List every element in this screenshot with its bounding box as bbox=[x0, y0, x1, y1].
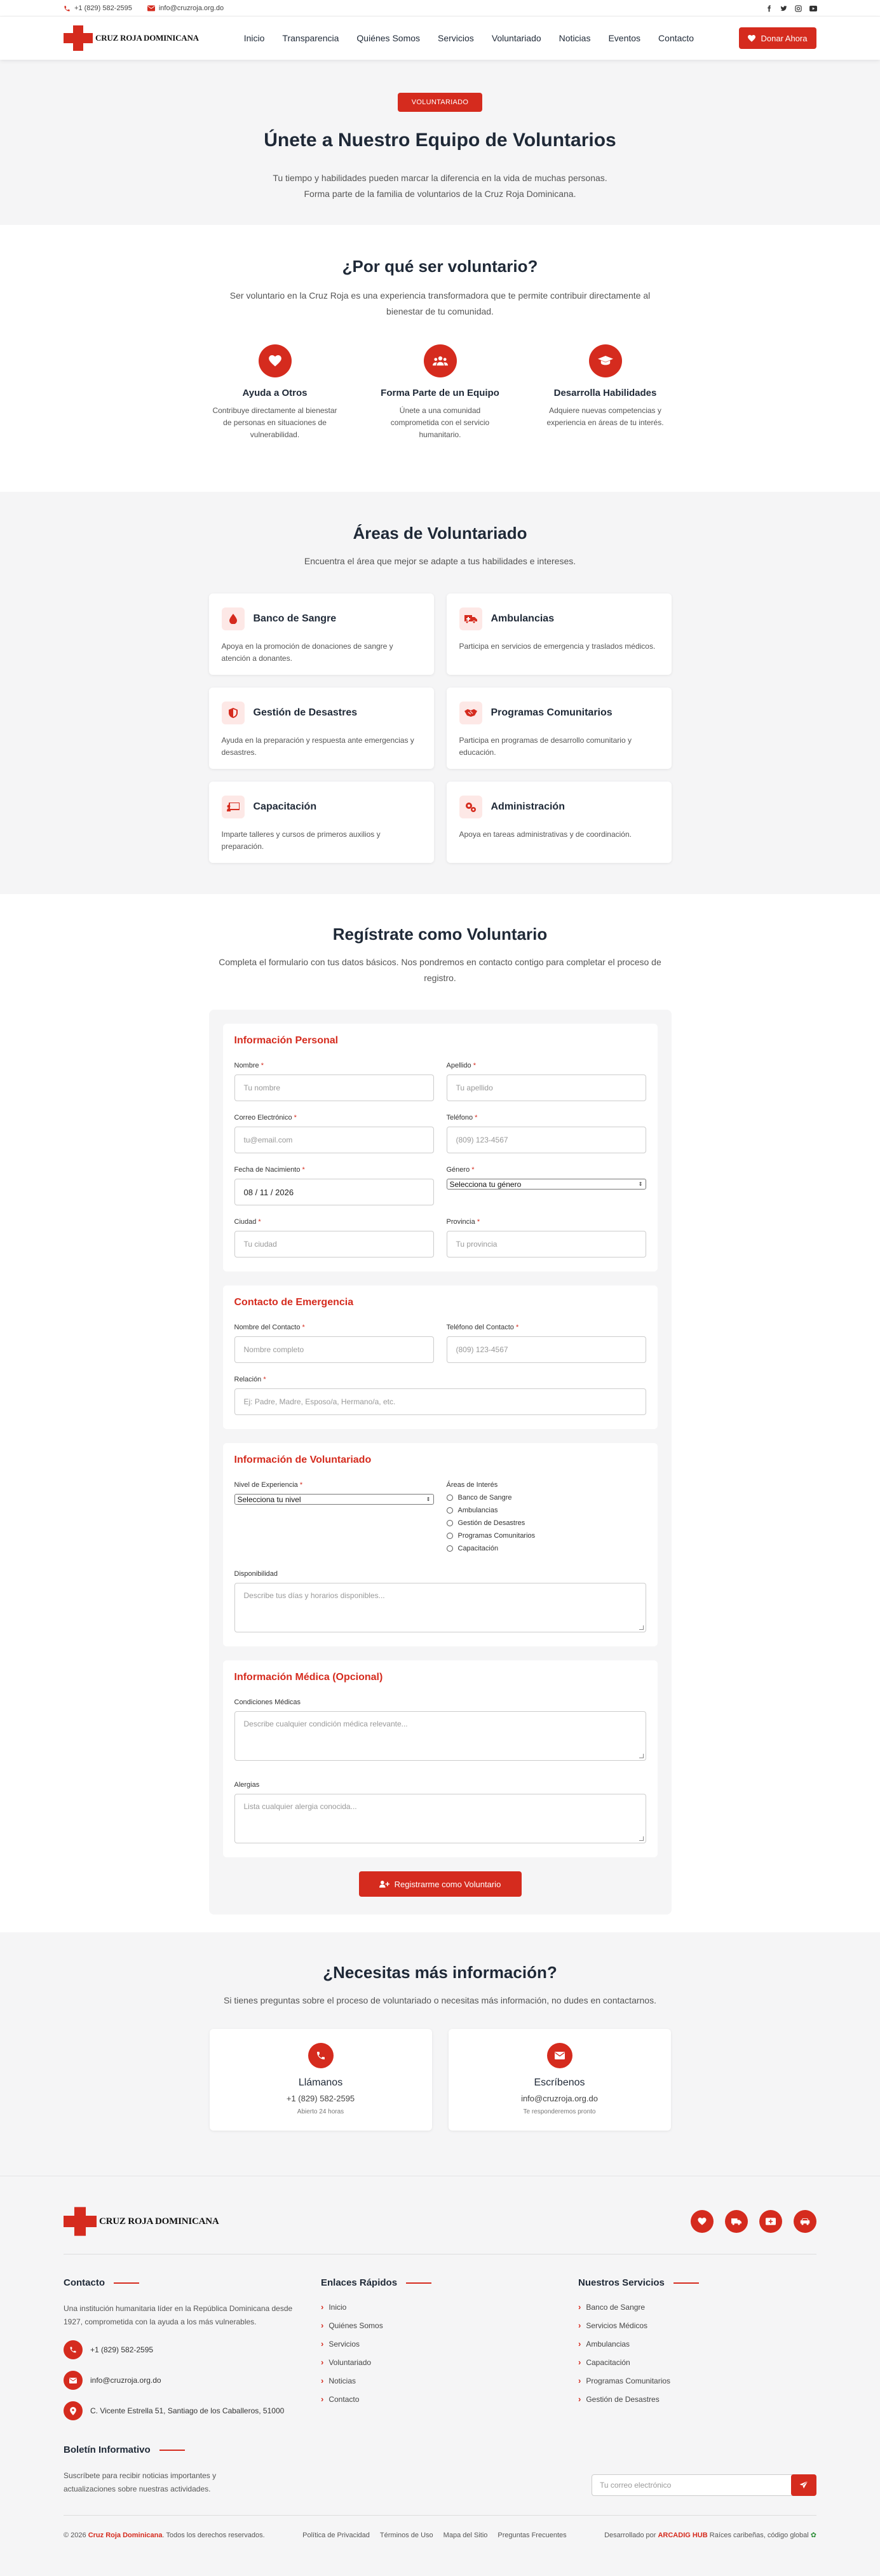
footer-desc: Una institución humanitaria líder en la República Dominicana desde 1927, comprometida con la ayuda a los más vulnerables. bbox=[64, 2304, 293, 2326]
area-card-administracion[interactable] bbox=[447, 782, 672, 863]
area-checkbox[interactable]: Gestión de Desastres bbox=[447, 1519, 646, 1527]
why-item bbox=[212, 344, 339, 442]
area-card-title: Capacitación bbox=[253, 801, 317, 812]
submit-button[interactable] bbox=[359, 1871, 522, 1897]
copyright: © 2026 Cruz Roja Dominicana. Todos los derechos reservados. bbox=[64, 2531, 265, 2539]
youtube-icon[interactable] bbox=[809, 5, 816, 12]
provincia-label: Provincia * bbox=[446, 1218, 480, 1226]
nav-item-voluntariado[interactable]: Voluntariado bbox=[491, 33, 541, 43]
form-section-volunteer bbox=[223, 1443, 658, 1646]
footer-services bbox=[578, 2277, 816, 2420]
info-title: ¿Necesitas más información? bbox=[323, 1963, 557, 1982]
footer-heading: Contacto bbox=[64, 2277, 321, 2288]
info-card-value: info@cruzroja.org.do bbox=[521, 2093, 598, 2103]
relacion-label: Relación * bbox=[234, 1376, 266, 1383]
info-card-title: Escríbenos bbox=[534, 2077, 585, 2088]
volunteer-form bbox=[209, 1010, 672, 1915]
info-section bbox=[0, 1932, 880, 2176]
footer-link[interactable]: › Ambulancias bbox=[578, 2339, 630, 2349]
form-section-title: Información Personal bbox=[234, 1035, 339, 1046]
register-title: Regístrate como Voluntario bbox=[332, 925, 548, 944]
register-section bbox=[0, 894, 880, 1932]
form-section-medical bbox=[223, 1660, 658, 1857]
info-card-sub: Te responderemos pronto bbox=[523, 2108, 596, 2115]
area-card-text: Participa en programas de desarrollo comunitario y educación. bbox=[459, 735, 632, 757]
why-item-text: Únete a una comunidad comprometida con el servicio humanitario. bbox=[390, 406, 490, 440]
chevron-updown-icon: ⇕ bbox=[426, 1496, 431, 1502]
footer-bottom bbox=[64, 2531, 816, 2539]
nav-item-servicios[interactable]: Servicios bbox=[438, 33, 474, 43]
area-checkbox[interactable]: Ambulancias bbox=[447, 1507, 646, 1514]
footer-heading: Nuestros Servicios bbox=[578, 2277, 816, 2288]
genero-select[interactable]: Selecciona tu género ⇕ bbox=[447, 1179, 646, 1190]
footer-link[interactable]: › Gestión de Desastres bbox=[578, 2394, 660, 2404]
area-card-gestion-de-desastres[interactable] bbox=[209, 688, 434, 769]
area-checkbox[interactable]: Capacitación bbox=[447, 1545, 646, 1552]
footer-social bbox=[691, 2210, 816, 2233]
why-item-text: Contribuye directamente al bienestar de personas en situaciones de vulnerabilidad. bbox=[212, 406, 337, 440]
why-item-title: Desarrolla Habilidades bbox=[553, 388, 657, 398]
disponibilidad-label: Disponibilidad bbox=[234, 1570, 278, 1578]
users-icon bbox=[424, 344, 457, 377]
contacto-telefono-label: Teléfono del Contacto * bbox=[446, 1324, 519, 1331]
footer-link[interactable]: › Noticias bbox=[321, 2376, 356, 2385]
paper-plane-icon bbox=[799, 2481, 808, 2490]
shield-icon bbox=[222, 702, 245, 724]
relacion-field[interactable]: Ej: Padre, Madre, Esposo/a, Hermano/a, etc. bbox=[234, 1388, 646, 1415]
first-aid-icon[interactable] bbox=[759, 2210, 782, 2233]
gears-icon bbox=[459, 796, 482, 818]
nav-item-eventos[interactable]: Eventos bbox=[608, 33, 641, 43]
footer-logo[interactable] bbox=[64, 2207, 219, 2236]
heart-icon[interactable] bbox=[691, 2210, 714, 2233]
palm-tree-icon: ✿ bbox=[810, 2532, 816, 2539]
site-logo[interactable] bbox=[64, 25, 199, 51]
nivel-select[interactable]: Selecciona tu nivel ⇕ bbox=[234, 1494, 434, 1505]
facebook-icon[interactable] bbox=[766, 5, 773, 12]
areas-section bbox=[0, 492, 880, 894]
apellido-label: Apellido * bbox=[446, 1062, 476, 1069]
twitter-icon[interactable] bbox=[780, 5, 787, 12]
area-card-title: Ambulancias bbox=[491, 613, 555, 624]
nombre-label: Nombre * bbox=[234, 1062, 264, 1069]
hero-subtitle: Tu tiempo y habilidades pueden marcar la diferencia en la vida de muchas personas. Forma parte de la familia de voluntarios de la Cruz Roja Dominicana. bbox=[273, 173, 607, 199]
page-title: Únete a Nuestro Equipo de Voluntarios bbox=[264, 130, 616, 151]
footer-heading: Boletín Informativo bbox=[64, 2444, 261, 2455]
newsletter-desc: Suscríbete para recibir noticias importantes y actualizaciones sobre nuestras actividades. bbox=[64, 2471, 217, 2493]
phone-icon bbox=[64, 5, 71, 12]
telefono-label: Teléfono * bbox=[446, 1114, 478, 1122]
area-card-capacitacion[interactable] bbox=[209, 782, 434, 863]
area-checkbox[interactable]: Programas Comunitarios bbox=[447, 1532, 646, 1540]
section-badge: VOLUNTARIADO bbox=[398, 93, 483, 112]
area-card-programas-comunitarios[interactable] bbox=[447, 688, 672, 769]
alergias-textarea[interactable]: Lista cualquier alergia conocida... bbox=[234, 1794, 646, 1843]
site-footer bbox=[0, 2176, 880, 2576]
footer-contact bbox=[64, 2277, 321, 2420]
form-section-title: Contacto de Emergencia bbox=[234, 1297, 354, 1308]
phone-icon bbox=[64, 2340, 83, 2359]
nivel-label: Nivel de Experiencia * bbox=[234, 1481, 303, 1489]
footer-address: C. Vicente Estrella 51, Santiago de los Caballeros, 51000 bbox=[64, 2401, 321, 2420]
info-card-value: +1 (829) 582-2595 bbox=[286, 2093, 355, 2103]
ciudad-field[interactable]: Tu ciudad bbox=[234, 1231, 434, 1257]
footer-link[interactable]: › Servicios Médicos bbox=[578, 2321, 648, 2330]
footer-heading: Enlaces Rápidos bbox=[321, 2277, 578, 2288]
nav-item-contacto[interactable]: Contacto bbox=[658, 33, 694, 43]
area-card-text: Ayuda en la preparación y respuesta ante emergencias y desastres. bbox=[221, 735, 414, 757]
footer-link[interactable]: › Quiénes Somos bbox=[321, 2321, 383, 2330]
footer-link[interactable]: › Banco de Sangre bbox=[578, 2302, 646, 2312]
nav-item-inicio[interactable]: Inicio bbox=[243, 33, 265, 43]
graduation-cap-icon bbox=[589, 344, 622, 377]
topbar-phone-text: +1 (829) 582-2595 bbox=[74, 4, 132, 12]
map-pin-icon bbox=[64, 2401, 83, 2420]
info-card-email[interactable] bbox=[449, 2029, 671, 2131]
contacto-nombre-label: Nombre del Contacto * bbox=[234, 1324, 305, 1331]
nav-item-transparencia[interactable]: Transparencia bbox=[282, 33, 339, 43]
footer-quick-links bbox=[321, 2277, 578, 2420]
form-section-personal bbox=[223, 1024, 658, 1271]
fecha-nacimiento-field[interactable]: 08 / 11 / 2026 bbox=[234, 1179, 434, 1205]
info-card-phone[interactable] bbox=[210, 2029, 432, 2131]
developer-credit: Desarrollado por ARCADIG HUB Raíces caribeñas, código global ✿ bbox=[604, 2532, 816, 2539]
form-section-emergency bbox=[223, 1285, 658, 1429]
why-section bbox=[0, 225, 880, 492]
apellido-field[interactable]: Tu apellido bbox=[447, 1074, 646, 1101]
logo-text: CRUZ ROJA DOMINICANA bbox=[95, 33, 199, 43]
ambulance-icon[interactable] bbox=[725, 2210, 748, 2233]
main-nav bbox=[244, 33, 694, 43]
car-icon[interactable] bbox=[794, 2210, 816, 2233]
area-card-title: Programas Comunitarios bbox=[491, 707, 613, 718]
footer-bottom-link[interactable]: Política de Privacidad bbox=[302, 2531, 370, 2539]
area-card-title: Administración bbox=[491, 801, 565, 812]
droplet-icon bbox=[222, 607, 245, 630]
user-plus-icon bbox=[379, 1880, 389, 1888]
instagram-icon[interactable] bbox=[795, 5, 802, 12]
newsletter-submit-button[interactable] bbox=[791, 2474, 816, 2496]
why-item-title: Forma Parte de un Equipo bbox=[381, 388, 499, 398]
newsletter-email-input[interactable]: Tu correo electrónico bbox=[592, 2474, 794, 2496]
telefono-field[interactable]: (809) 123-4567 bbox=[447, 1127, 646, 1153]
info-card-sub: Abierto 24 horas bbox=[297, 2108, 344, 2115]
area-card-text: Apoya en la promoción de donaciones de sangre y atención a donantes. bbox=[221, 641, 393, 663]
footer-logo-text: CRUZ ROJA DOMINICANA bbox=[99, 2216, 219, 2227]
areas-title: Áreas de Voluntariado bbox=[353, 524, 527, 543]
disponibilidad-textarea[interactable]: Describe tus días y horarios disponibles... bbox=[234, 1583, 646, 1632]
areas-interes-label: Áreas de Interés bbox=[446, 1481, 498, 1489]
info-subtitle: Si tienes preguntas sobre el proceso de voluntariado o necesitas más información, no dudes en contactarnos. bbox=[224, 1995, 656, 2005]
hero-section bbox=[0, 60, 880, 225]
fecha-nacimiento-label: Fecha de Nacimiento * bbox=[234, 1166, 305, 1174]
why-item bbox=[377, 344, 504, 442]
footer-link[interactable]: › Servicios bbox=[321, 2339, 360, 2349]
submit-label: Registrarme como Voluntario bbox=[394, 1879, 501, 1889]
genero-label: Género * bbox=[446, 1166, 475, 1174]
alergias-label: Alergias bbox=[234, 1781, 260, 1789]
footer-phone[interactable]: +1 (829) 582-2595 bbox=[64, 2340, 321, 2359]
donate-label: Donar Ahora bbox=[761, 33, 808, 43]
why-item bbox=[542, 344, 669, 442]
form-section-title: Información de Voluntariado bbox=[234, 1454, 372, 1465]
condiciones-label: Condiciones Médicas bbox=[234, 1698, 301, 1706]
nombre-field[interactable]: Tu nombre bbox=[234, 1074, 434, 1101]
footer-link[interactable]: › Contacto bbox=[321, 2394, 360, 2404]
envelope-icon bbox=[147, 5, 155, 11]
contacto-telefono-field[interactable]: (809) 123-4567 bbox=[447, 1336, 646, 1363]
footer-email[interactable]: info@cruzroja.org.do bbox=[64, 2371, 321, 2390]
area-card-title: Gestión de Desastres bbox=[253, 707, 358, 718]
topbar-phone[interactable] bbox=[64, 4, 132, 12]
form-section-title: Información Médica (Opcional) bbox=[234, 1672, 383, 1683]
info-card-title: Llámanos bbox=[298, 2077, 343, 2088]
red-cross-logo-icon bbox=[64, 25, 93, 51]
envelope-icon bbox=[64, 2371, 83, 2390]
phone-icon bbox=[308, 2043, 334, 2068]
red-cross-logo-icon bbox=[64, 2207, 97, 2236]
area-card-text: Participa en servicios de emergencia y traslados médicos. bbox=[459, 641, 656, 651]
site-header bbox=[0, 17, 880, 60]
why-title: ¿Por qué ser voluntario? bbox=[342, 257, 538, 276]
why-item-title: Ayuda a Otros bbox=[242, 388, 308, 398]
nav-item-quienes-somos[interactable]: Quiénes Somos bbox=[356, 33, 421, 43]
chalkboard-icon bbox=[222, 796, 245, 818]
footer-bottom-link[interactable]: Preguntas Frecuentes bbox=[498, 2531, 567, 2539]
email-label: Correo Electrónico * bbox=[234, 1114, 297, 1122]
why-subtitle: Ser voluntario en la Cruz Roja es una experiencia transformadora que te permite contribuir directamente al bienestar de tu comunidad. bbox=[229, 290, 651, 316]
footer-link[interactable]: › Inicio bbox=[321, 2302, 347, 2312]
register-subtitle: Completa el formulario con tus datos básicos. Nos pondremos en contacto contigo para completar el proceso de registro. bbox=[219, 957, 661, 983]
area-checkbox[interactable]: Banco de Sangre bbox=[447, 1494, 646, 1502]
heart-icon bbox=[259, 344, 292, 377]
footer-link[interactable]: › Voluntariado bbox=[321, 2357, 372, 2367]
topbar-email-text: info@cruzroja.org.do bbox=[158, 4, 224, 12]
donate-button[interactable] bbox=[739, 27, 816, 49]
area-card-banco-de-sangre[interactable] bbox=[209, 593, 434, 675]
heart-icon bbox=[748, 35, 755, 42]
handshake-icon bbox=[459, 702, 482, 724]
email-field[interactable]: tu@email.com bbox=[234, 1127, 434, 1153]
areas-subtitle: Encuentra el área que mejor se adapte a tus habilidades e intereses. bbox=[304, 556, 576, 566]
envelope-icon bbox=[547, 2043, 572, 2068]
newsletter bbox=[64, 2444, 816, 2516]
why-item-text: Adquiere nuevas competencias y experiencia en áreas de tu interés. bbox=[546, 406, 664, 428]
provincia-field[interactable]: Tu provincia bbox=[447, 1231, 646, 1257]
nav-item-noticias[interactable]: Noticias bbox=[558, 33, 591, 43]
topbar-social bbox=[766, 5, 816, 12]
condiciones-textarea[interactable]: Describe cualquier condición médica relevante... bbox=[234, 1711, 646, 1761]
ambulance-icon bbox=[459, 607, 482, 630]
contacto-nombre-field[interactable]: Nombre completo bbox=[234, 1336, 434, 1363]
top-bar bbox=[0, 0, 880, 17]
area-card-text: Apoya en tareas administrativas y de coordinación. bbox=[459, 829, 632, 839]
developer-link[interactable]: ARCADIG HUB bbox=[658, 2532, 708, 2539]
area-card-title: Banco de Sangre bbox=[253, 613, 337, 624]
footer-bottom-link[interactable]: Mapa del Sitio bbox=[443, 2531, 488, 2539]
footer-link[interactable]: › Programas Comunitarios bbox=[578, 2376, 671, 2385]
area-card-text: Imparte talleres y cursos de primeros auxilios y preparación. bbox=[221, 829, 381, 851]
ciudad-label: Ciudad * bbox=[234, 1218, 261, 1226]
topbar-email[interactable] bbox=[147, 4, 224, 12]
footer-link[interactable]: › Capacitación bbox=[578, 2357, 630, 2367]
footer-bottom-link[interactable]: Términos de Uso bbox=[379, 2531, 433, 2539]
chevron-updown-icon: ⇕ bbox=[638, 1181, 643, 1187]
area-card-ambulancias[interactable] bbox=[447, 593, 672, 675]
